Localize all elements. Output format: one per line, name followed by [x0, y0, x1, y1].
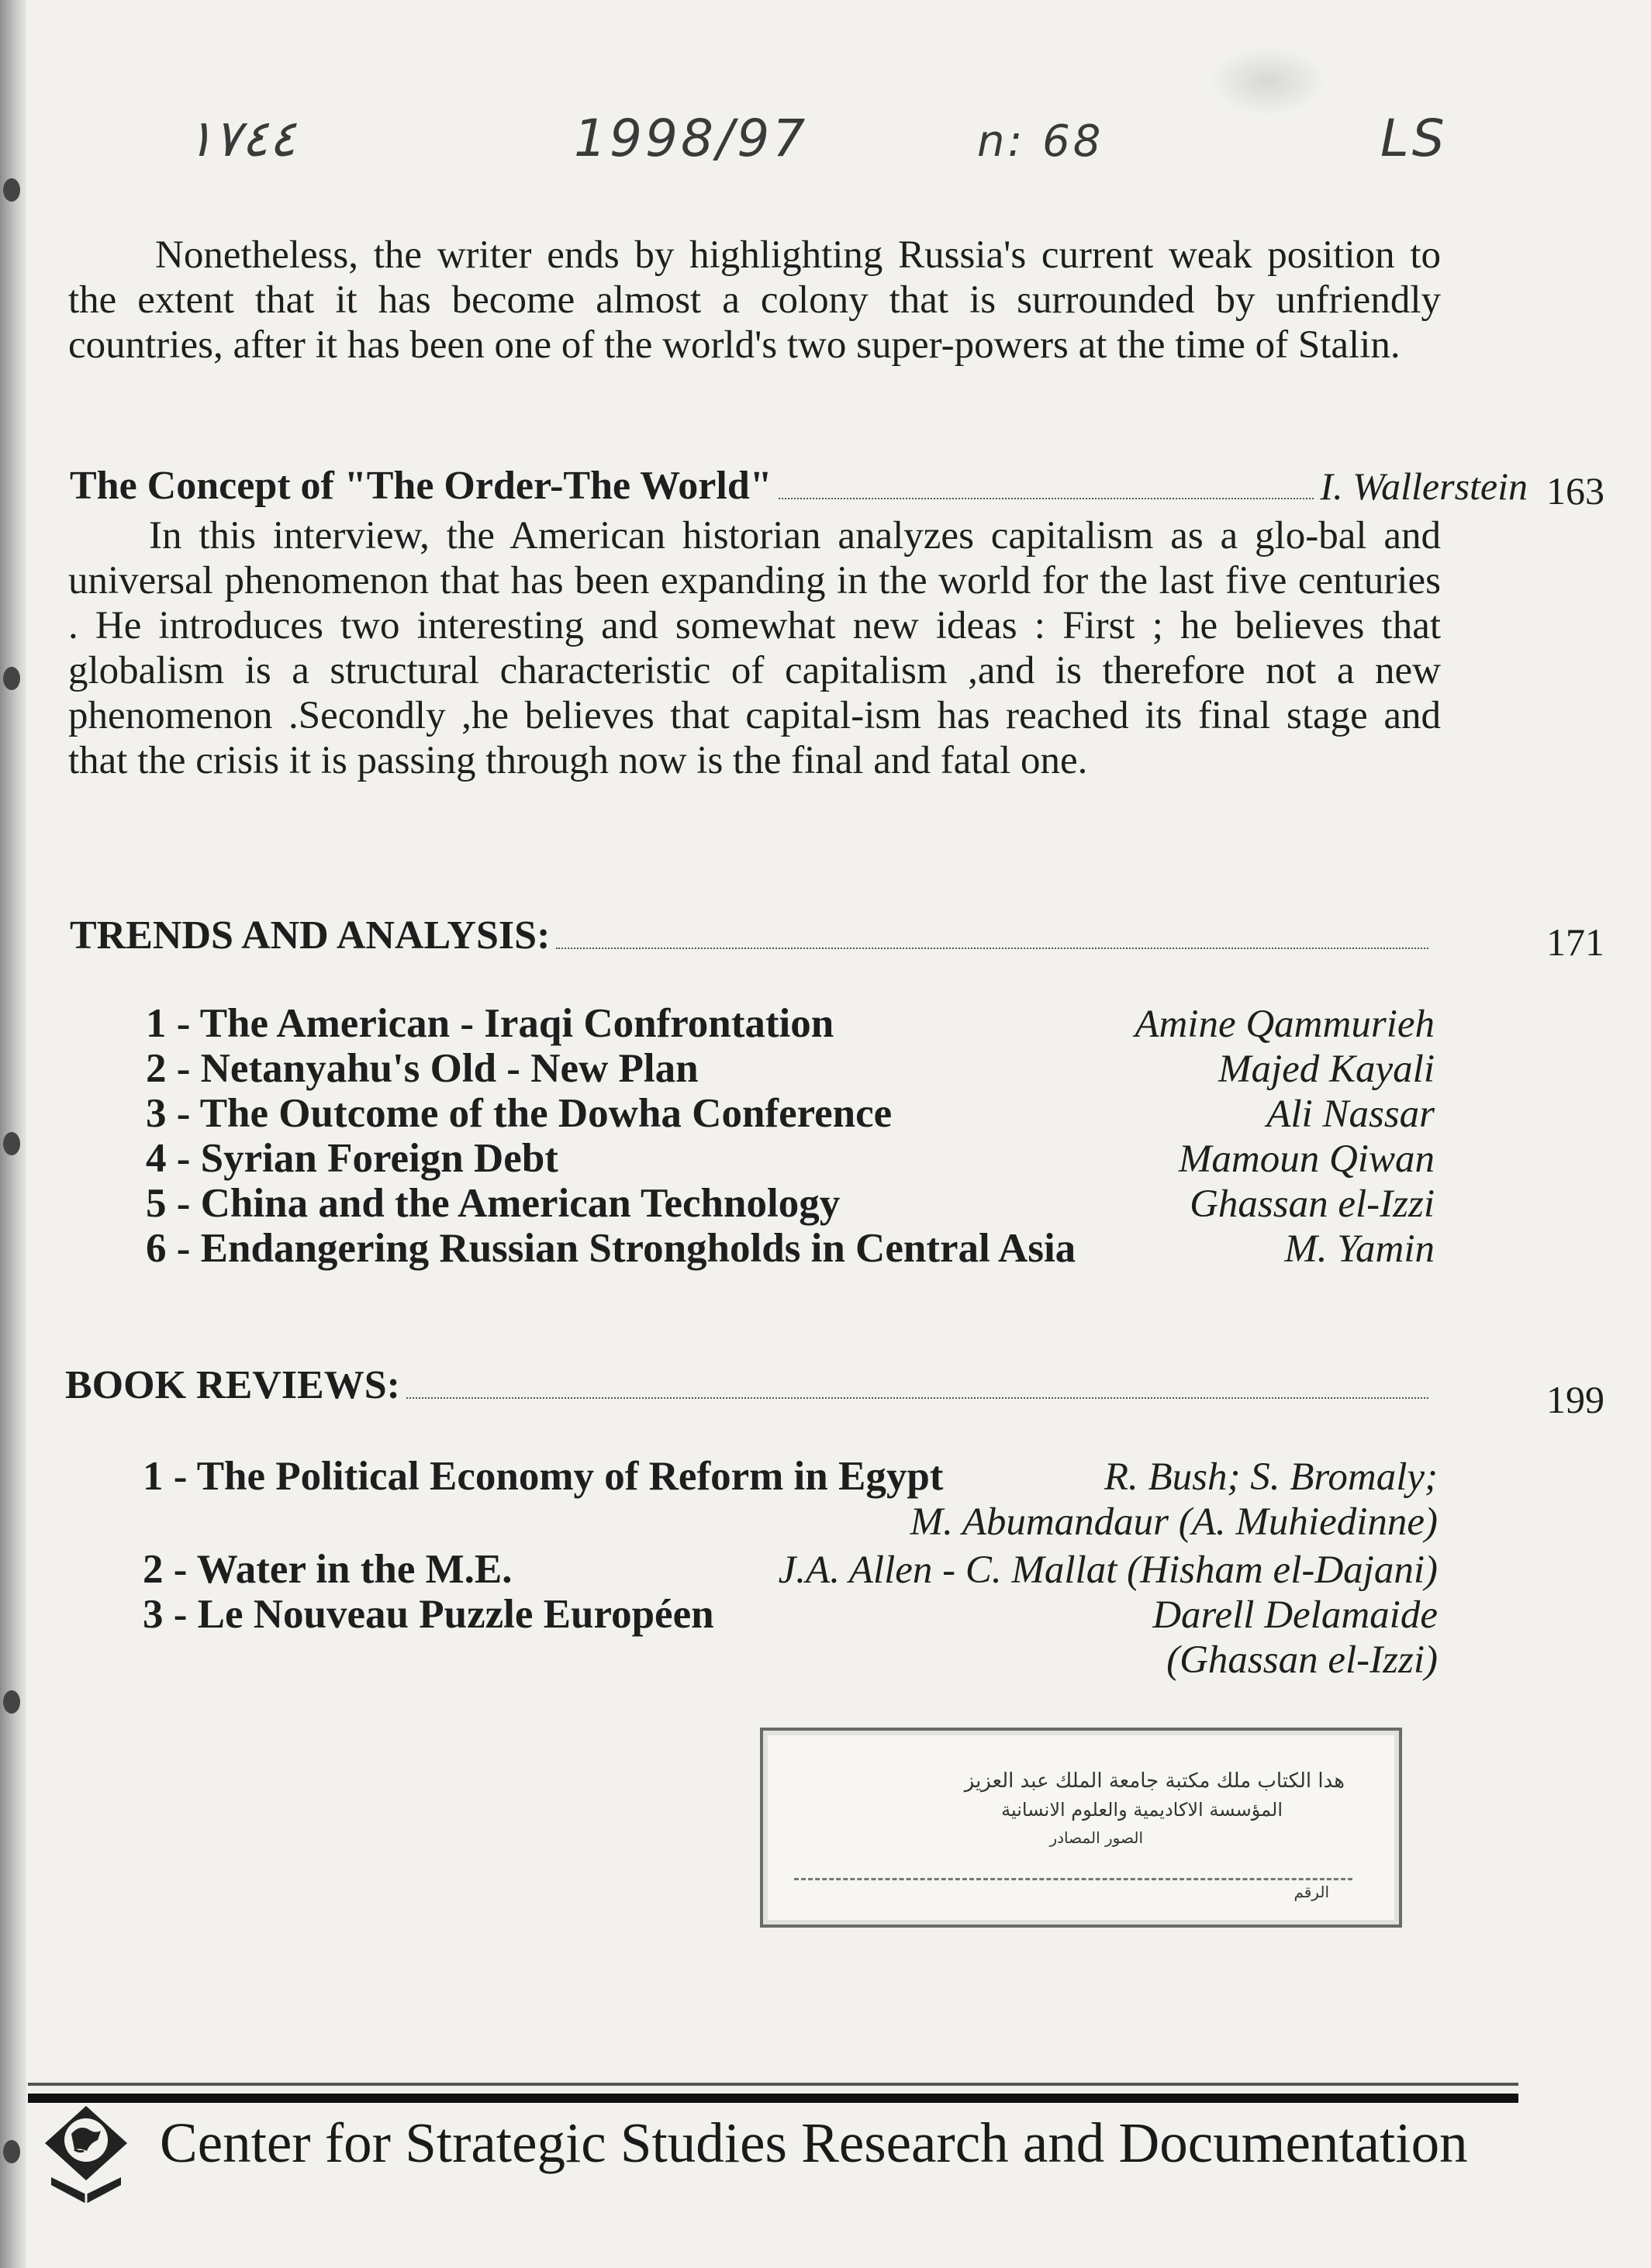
trend-title: 3 - The Outcome of the Dowha Conference [146, 1091, 893, 1136]
article-entry[interactable] [70, 459, 1528, 509]
trend-author: Ghassan el-Izzi [1190, 1182, 1435, 1226]
article-summary: In this interview, the American historian analyzes capitalism as a glo-bal and universal phenomenon that has been expanding in the world for the last five centuries . He introduces two interesting and somewhat new ideas : First ; he believes that globalism is a structural characteristic of capitalism ,and is therefore not a new phenomenon .Secondly ,he believes that capital-ism has reached its final stage and that the crisis it is passing through now is the final and fatal one. [68, 514, 1441, 782]
binding-hole [3, 1690, 20, 1714]
handwritten-number: ١٧٤٤ [186, 109, 296, 168]
scan-smudge [1210, 47, 1326, 116]
reviews-heading-row[interactable] [65, 1358, 1435, 1408]
article-page-number: 163 [1546, 469, 1604, 513]
dot-leader [406, 1397, 1428, 1399]
handwritten-issue: n: 68 [977, 116, 1104, 167]
trend-author: Majed Kayali [1218, 1048, 1435, 1091]
stamp-divider [794, 1878, 1352, 1880]
list-item[interactable] [146, 1000, 1435, 1045]
trend-title: 4 - Syrian Foreign Debt [146, 1136, 558, 1181]
trend-title: 2 - Netanyahu's Old - New Plan [146, 1046, 699, 1091]
trends-list [146, 1000, 1435, 1270]
page-spine-shadow [0, 0, 26, 2268]
review-title: 3 - Le Nouveau Puzzle Européen [143, 1592, 714, 1637]
list-item[interactable] [146, 1090, 1435, 1135]
trend-author: Amine Qammurieh [1135, 1003, 1435, 1046]
dot-leader [779, 498, 1314, 499]
reviews-heading: BOOK REVIEWS: [65, 1363, 400, 1407]
footer-rule-thin [28, 2083, 1518, 2086]
trends-heading-row[interactable] [70, 909, 1435, 958]
trend-title: 1 - The American - Iraqi Confrontation [146, 1001, 834, 1046]
footer-organization: Center for Strategic Studies Research and Documentation [160, 2111, 1468, 2174]
review-title: 1 - The Political Economy of Reform in Egypt [143, 1454, 944, 1499]
list-item[interactable] [146, 1045, 1435, 1090]
article-author: I. Wallerstein [1320, 464, 1528, 508]
trend-author: Ali Nassar [1266, 1093, 1435, 1136]
trend-title: 6 - Endangering Russian Strongholds in Central Asia [146, 1226, 1076, 1271]
reviews-page-number: 199 [1546, 1378, 1604, 1421]
binding-hole [3, 1132, 20, 1155]
review-item[interactable] [143, 1591, 1438, 1684]
stamp-line: هدا الكتاب ملك مكتبة جامعة الملك عبد العزيز [964, 1769, 1345, 1793]
trend-title: 5 - China and the American Technology [146, 1181, 841, 1226]
list-item[interactable] [146, 1180, 1435, 1225]
review-item[interactable] [143, 1546, 1438, 1593]
review-author: Darell Delamaide [1152, 1593, 1438, 1637]
review-author-continued: (Ghassan el-Izzi) [1166, 1638, 1438, 1682]
trends-heading: TRENDS AND ANALYSIS: [70, 913, 551, 958]
list-item[interactable] [146, 1225, 1435, 1270]
review-item[interactable] [143, 1453, 1438, 1546]
intro-paragraph: Nonetheless, the writer ends by highlighting Russia's current weak position to the extent that it has become almost a colony that is surrounded by unfriendly countries, after it has been one of the world's two super-powers at the time of Stalin. [68, 233, 1441, 367]
stamp-line: المؤسسة الاكاديمية والعلوم الانسانية [1001, 1799, 1283, 1821]
trend-author: M. Yamin [1284, 1227, 1435, 1271]
footer-rule [28, 2094, 1518, 2103]
handwritten-year: 1998/97 [574, 109, 809, 168]
binding-hole [3, 178, 20, 202]
globe-book-logo-icon [40, 2103, 132, 2211]
trend-author: Mamoun Qiwan [1178, 1137, 1435, 1181]
binding-hole [3, 2140, 20, 2163]
trends-page-number: 171 [1546, 920, 1604, 964]
dot-leader [556, 948, 1428, 949]
binding-hole [3, 667, 20, 690]
library-stamp [760, 1728, 1402, 1928]
review-author: J.A. Allen - C. Mallat (Hisham el-Dajani) [778, 1548, 1438, 1592]
handwritten-code: LS [1380, 109, 1448, 168]
article-title: The Concept of "The Order-The World" [70, 464, 772, 508]
stamp-line: الرقم [1294, 1883, 1329, 1901]
stamp-line: الصور المصادر [1049, 1828, 1143, 1847]
review-author: R. Bush; S. Bromaly; [1104, 1455, 1438, 1499]
review-title: 2 - Water in the M.E. [143, 1547, 513, 1592]
review-author-continued: M. Abumandaur (A. Muhiedinne) [910, 1500, 1438, 1544]
list-item[interactable] [146, 1135, 1435, 1180]
